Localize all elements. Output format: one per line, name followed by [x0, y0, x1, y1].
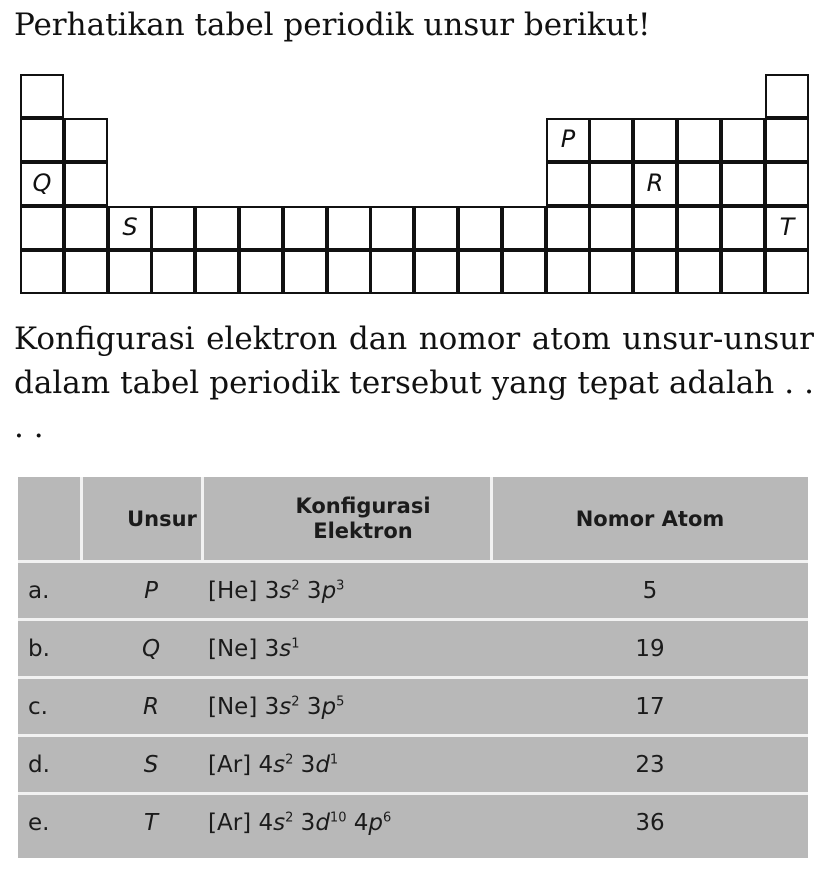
atomic-number: 23 — [635, 752, 665, 778]
config-shell: [Ar] 4 — [208, 810, 274, 836]
config-shell: 3 — [293, 810, 316, 836]
periodic-cell — [283, 250, 327, 294]
element-label: R — [646, 169, 664, 197]
intro-text: Perhatikan tabel periodik unsur berikut! — [14, 7, 651, 43]
config-shell: [Ar] 4 — [208, 752, 274, 778]
config-shell: [Ne] 3 — [208, 636, 280, 662]
periodic-cell — [721, 250, 765, 294]
periodic-cell — [327, 206, 371, 250]
config-orbital: s — [279, 578, 292, 604]
periodic-cell — [765, 250, 809, 294]
config-electrons: 2 — [285, 810, 294, 826]
config-electrons: 2 — [291, 694, 300, 710]
periodic-cell — [414, 250, 458, 294]
config-electrons: 5 — [336, 694, 345, 710]
periodic-cell — [239, 250, 283, 294]
periodic-cell — [283, 206, 327, 250]
periodic-cell — [370, 250, 414, 294]
periodic-cell — [458, 206, 502, 250]
electron-config — [208, 563, 344, 619]
element-symbol: P — [144, 578, 158, 604]
config-orbital: d — [315, 752, 330, 778]
element-label: T — [779, 213, 795, 241]
config-orbital: p — [321, 694, 337, 720]
electron-config — [208, 621, 300, 677]
config-electrons: 10 — [329, 810, 347, 826]
header-divider — [201, 477, 204, 561]
config-part — [208, 752, 293, 778]
periodic-cell — [633, 162, 677, 206]
config-part — [346, 810, 391, 836]
config-part — [208, 578, 300, 604]
periodic-cell — [108, 250, 152, 294]
periodic-cell — [502, 206, 546, 250]
periodic-cell — [458, 250, 502, 294]
periodic-cell — [677, 250, 721, 294]
config-electrons: 3 — [336, 578, 345, 594]
periodic-cell — [64, 162, 108, 206]
periodic-cell — [765, 74, 809, 118]
option-label: d. — [28, 752, 50, 778]
periodic-cell — [414, 206, 458, 250]
atomic-number: 5 — [642, 578, 658, 604]
periodic-cell — [20, 250, 64, 294]
config-electrons: 2 — [291, 578, 300, 594]
config-part — [208, 694, 300, 720]
table-row — [18, 679, 808, 735]
config-shell: 4 — [346, 810, 369, 836]
config-orbital: p — [368, 810, 384, 836]
periodic-cell — [677, 206, 721, 250]
atomic-number: 17 — [635, 694, 665, 720]
electron-config — [208, 737, 338, 793]
header-config: Konfigurasi Elektron — [295, 494, 431, 543]
config-orbital: p — [321, 578, 337, 604]
atomic-number: 19 — [635, 636, 665, 662]
element-label: S — [122, 213, 138, 241]
header-element: Unsur — [127, 506, 197, 531]
config-part — [300, 578, 345, 604]
option-label: e. — [28, 810, 50, 836]
periodic-cell — [151, 250, 195, 294]
answer-table — [18, 477, 808, 858]
periodic-cell — [589, 206, 633, 250]
periodic-cell — [64, 250, 108, 294]
electron-config — [208, 679, 344, 735]
periodic-cell — [20, 118, 64, 162]
table-row — [18, 795, 808, 851]
element-symbol: T — [143, 810, 159, 836]
periodic-cell — [765, 118, 809, 162]
periodic-cell — [721, 206, 765, 250]
periodic-cell — [546, 206, 590, 250]
config-shell: 3 — [299, 578, 322, 604]
periodic-cell — [546, 162, 590, 206]
header-divider — [80, 477, 83, 561]
element-label: Q — [32, 169, 52, 197]
periodic-cell — [195, 206, 239, 250]
periodic-cell — [327, 250, 371, 294]
config-orbital: d — [315, 810, 330, 836]
periodic-cell — [20, 162, 64, 206]
periodic-cell — [677, 118, 721, 162]
option-label: a. — [28, 578, 50, 604]
periodic-cell — [721, 118, 765, 162]
table-row — [18, 621, 808, 677]
header-divider — [490, 477, 493, 561]
periodic-cell — [721, 162, 765, 206]
config-orbital: s — [273, 810, 286, 836]
config-shell: 3 — [293, 752, 316, 778]
periodic-cell — [20, 206, 64, 250]
periodic-cell — [765, 162, 809, 206]
config-part — [208, 636, 300, 662]
periodic-cell — [589, 118, 633, 162]
config-part — [293, 810, 346, 836]
element-symbol: R — [143, 694, 159, 720]
periodic-cell — [765, 206, 809, 250]
periodic-cell — [20, 74, 64, 118]
element-label: P — [560, 125, 576, 153]
periodic-cell — [633, 206, 677, 250]
config-orbital: s — [273, 752, 286, 778]
periodic-cell — [370, 206, 414, 250]
element-symbol: S — [143, 752, 159, 778]
config-electrons: 2 — [285, 752, 294, 768]
periodic-cell — [546, 118, 590, 162]
question-text: Konfigurasi elektron dan nomor atom unsur-unsur dalam tabel periodik tersebut yang tepat adalah . . . . — [14, 321, 814, 445]
periodic-cell — [589, 250, 633, 294]
config-orbital: s — [279, 636, 292, 662]
atomic-number: 36 — [635, 810, 665, 836]
config-electrons: 6 — [383, 810, 392, 826]
config-shell: 3 — [299, 694, 322, 720]
periodic-cell — [589, 162, 633, 206]
periodic-cell — [677, 162, 721, 206]
periodic-cell — [239, 206, 283, 250]
periodic-cell — [633, 250, 677, 294]
config-shell: [Ne] 3 — [208, 694, 280, 720]
periodic-cell — [546, 250, 590, 294]
electron-config — [208, 795, 391, 851]
table-row — [18, 737, 808, 793]
header-atomic-number: Nomor Atom — [575, 506, 725, 531]
config-electrons: 1 — [329, 752, 339, 768]
config-shell: [He] 3 — [208, 578, 280, 604]
config-orbital: s — [279, 694, 292, 720]
config-part — [208, 810, 293, 836]
table-row — [18, 563, 808, 619]
config-part — [293, 752, 338, 778]
periodic-cell — [151, 206, 195, 250]
periodic-cell — [108, 206, 152, 250]
periodic-cell — [502, 250, 546, 294]
element-symbol: Q — [141, 636, 161, 662]
config-part — [300, 694, 345, 720]
config-electrons: 1 — [291, 636, 300, 652]
periodic-cell — [633, 118, 677, 162]
option-label: b. — [28, 636, 50, 662]
option-label: c. — [28, 694, 48, 720]
periodic-cell — [195, 250, 239, 294]
periodic-cell — [64, 118, 108, 162]
periodic-cell — [64, 206, 108, 250]
